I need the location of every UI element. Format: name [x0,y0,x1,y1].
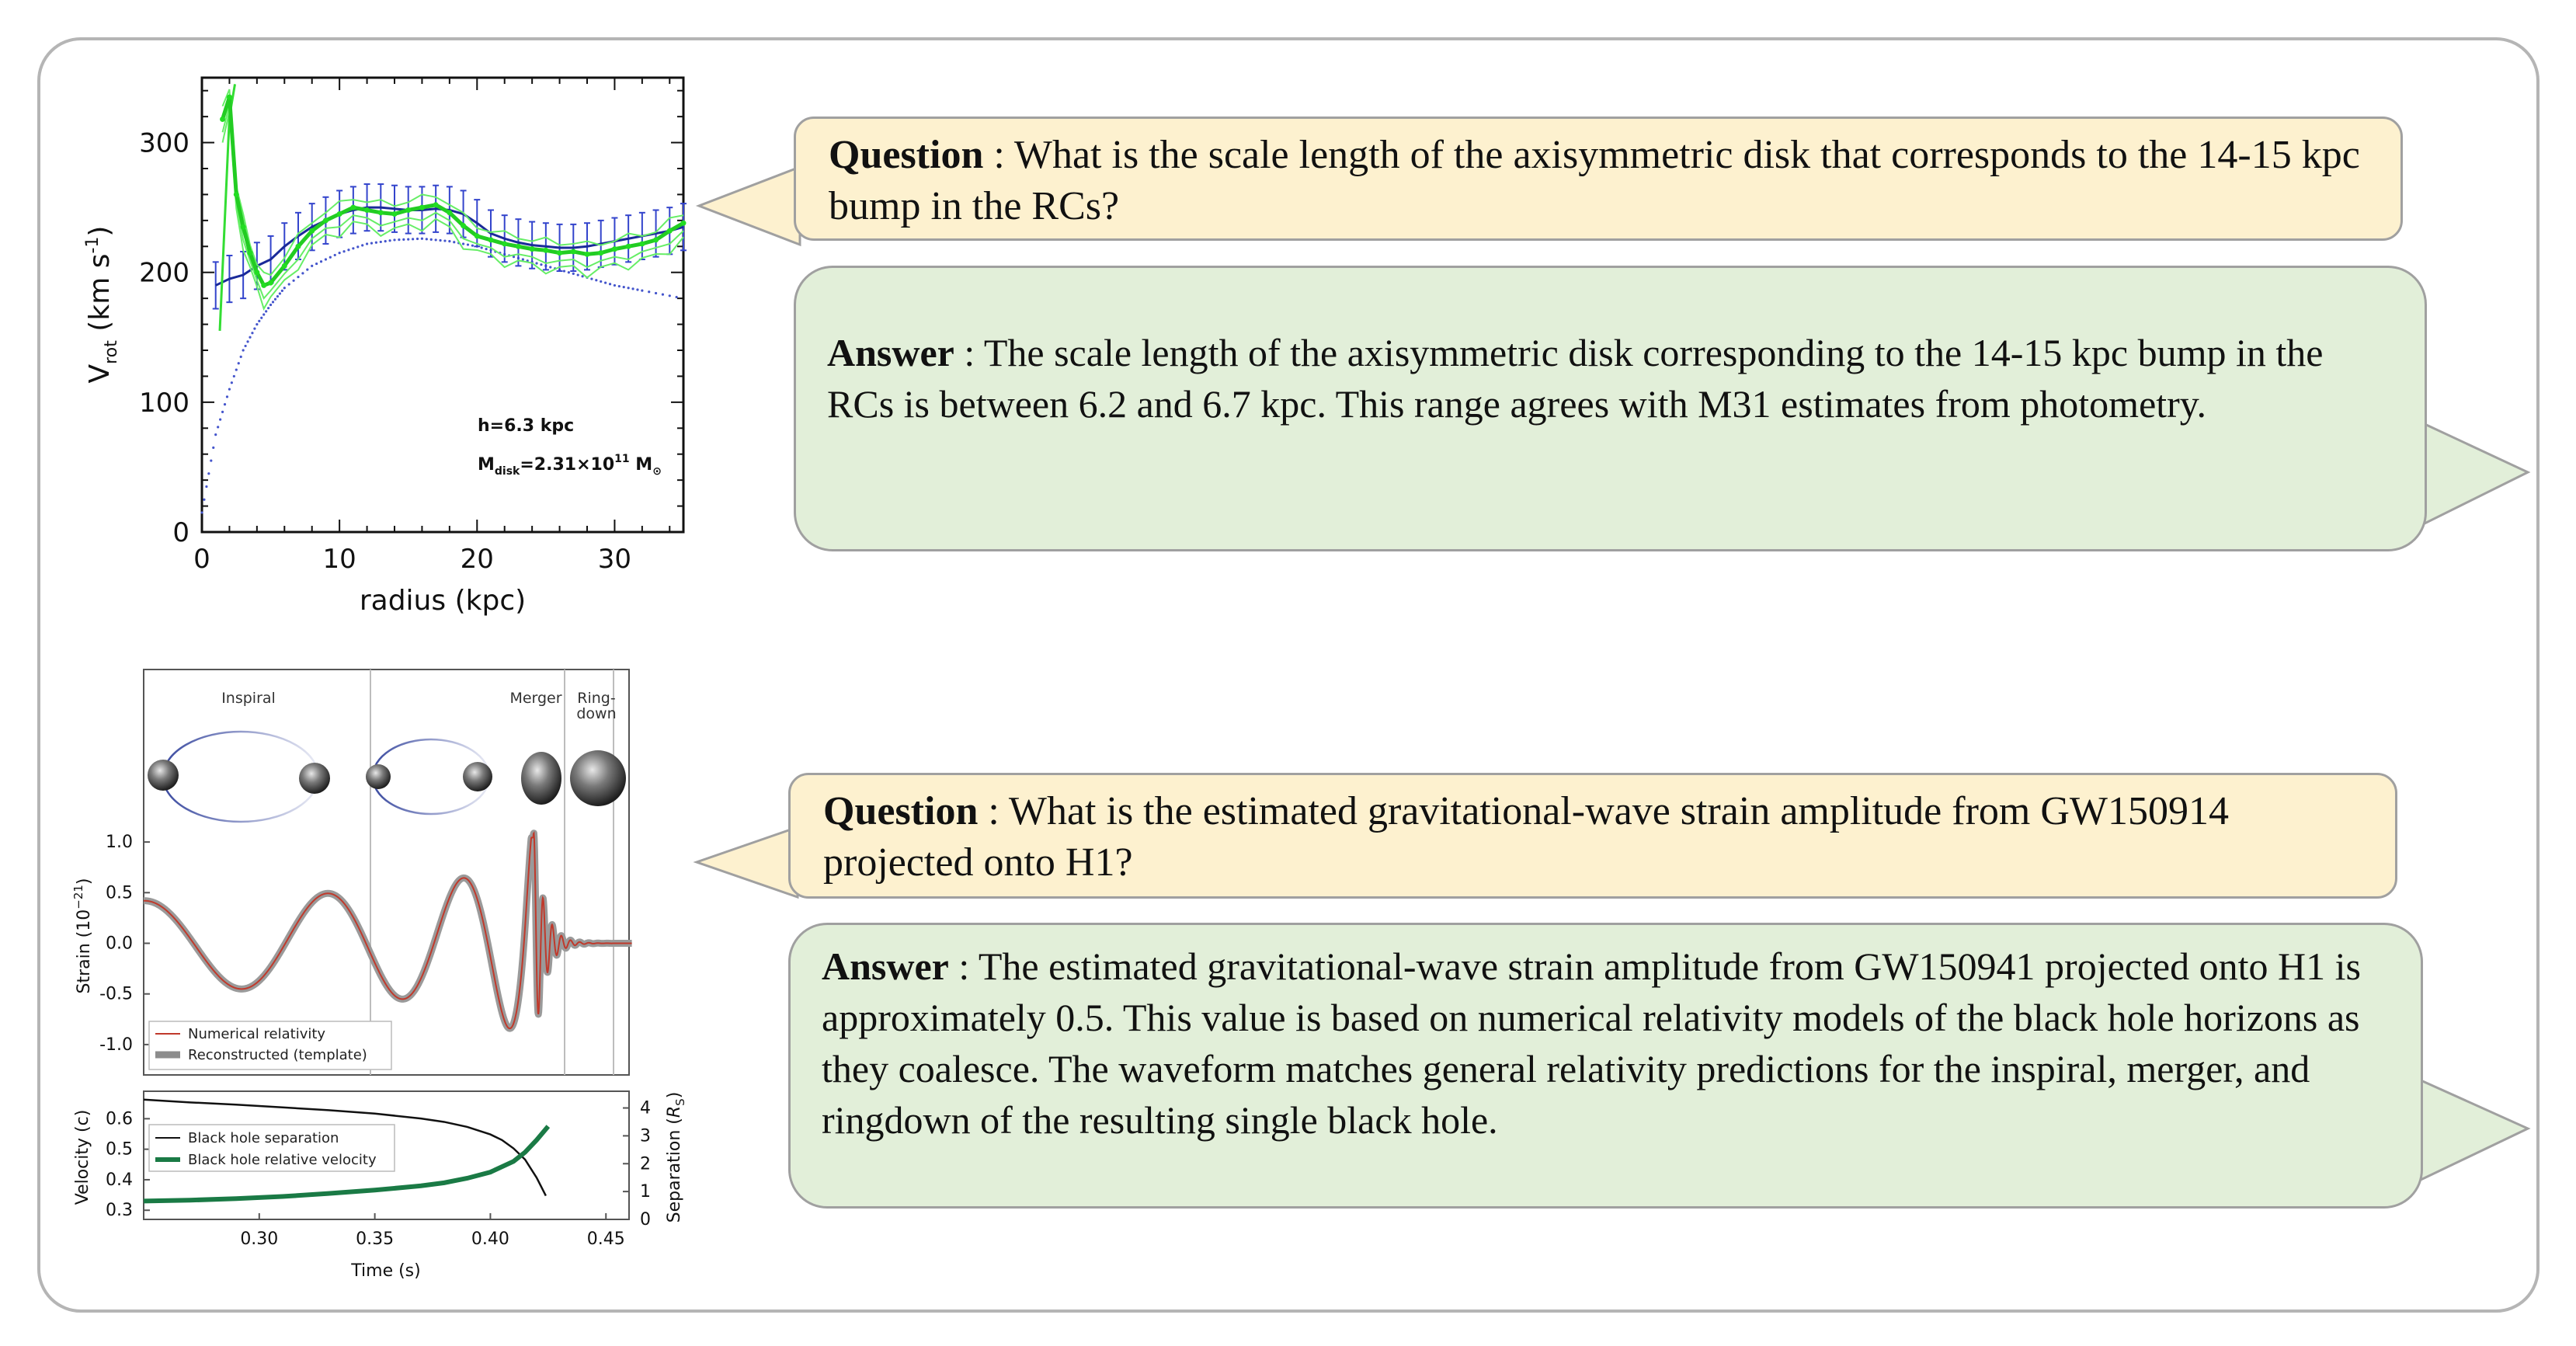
gw-label-ringdown: Ring-down [576,690,617,722]
question-bubble-1 [794,117,2403,241]
answer-label: Answer [827,331,954,374]
gw-label-inspiral: Inspiral [221,690,276,707]
rc-x-axis-label: radius (kpc) [359,585,527,617]
rc-x-tick-label: 10 [322,544,356,575]
gw-legend-template: Reconstructed (template) [188,1047,367,1063]
vs-x-tick-label: 0.45 [586,1229,625,1249]
vs-y-right-tick-label: 1 [640,1182,651,1202]
question-bubble-2 [788,773,2397,899]
answer-bubble-1 [794,266,2427,551]
answer-1-tail [2419,419,2532,528]
vs-legend-velocity: Black hole relative velocity [188,1152,377,1168]
rc-x-tick-label: 20 [460,544,494,575]
velocity-separation-chart [0,0,699,1346]
question-label: Question [823,789,979,833]
rc-x-tick-label: 30 [597,544,632,575]
gw-y-tick-label: 0.0 [106,934,133,954]
vs-y-left-tick-label: 0.5 [106,1139,133,1160]
answer-text: : The estimated gravitational-wave strain amplitude from GW150941 projected onto H1 is approximately 0.5. This value is based on numerical relativity models of the black hole horizons as they coalesce. The waveform matches general relativity predictions for the inspiral, merger, and ringdown of the resulting single black hole. [822,944,2361,1142]
gw-y-axis-label: Strain $(10^{-21})$ [71,878,94,994]
gw-label-merger: Merger [509,690,562,707]
answer-bubble-2 [788,923,2423,1209]
vs-y-right-tick-label: 3 [640,1126,651,1146]
question-label: Question [829,133,984,177]
gw-y-tick-label: -0.5 [99,984,133,1004]
rc-y-tick-label: 300 [139,127,189,159]
gw-y-tick-label: -1.0 [99,1035,133,1055]
rc-y-tick-label: 100 [139,387,189,419]
vs-legend-separation: Black hole separation [188,1130,339,1146]
vs-y-axis-label-right: Separation $(R_S)$ [665,1091,687,1223]
vs-x-tick-label: 0.30 [240,1229,279,1249]
answer-2-tail [2415,1076,2532,1184]
vs-y-axis-label-left: Velocity (c) [73,1109,92,1205]
rc-annotation-h: h=6.3 kpc [478,416,575,436]
rc-y-tick-label: 0 [172,517,189,548]
question-text: : What is the scale length of the axisymmetric disk that corresponds to the 14-15 kpc bump in the RCs? [829,133,2360,228]
rc-y-tick-label: 200 [139,257,189,289]
vs-y-left-tick-label: 0.3 [106,1201,133,1221]
question-2-tail [693,823,801,901]
vs-y-right-tick-label: 4 [640,1098,651,1118]
gw-y-tick-label: 1.0 [106,833,133,853]
answer-label: Answer [822,944,949,988]
gw-y-tick-label: 0.5 [106,883,133,903]
rc-annotation-mdisk: $M_{disk}=2.31\times 10^{11}$ $M_⊙$ [478,453,662,478]
vs-x-tick-label: 0.35 [356,1229,395,1249]
vs-y-right-tick-label: 2 [640,1154,651,1174]
question-1-tail [695,163,804,249]
rc-x-tick-label: 0 [193,544,210,575]
vs-x-axis-label: Time (s) [351,1261,421,1281]
gw-legend-nr: Numerical relativity [188,1026,326,1042]
vs-y-left-tick-label: 0.6 [106,1109,133,1129]
vs-x-tick-label: 0.40 [471,1229,509,1249]
vs-y-right-tick-label: 0 [640,1210,651,1229]
question-text: : What is the estimated gravitational-wave strain amplitude from GW150914 projected onto H1? [823,789,2229,885]
rc-y-axis-label: $V_{rot}$ (km $s^{-1}$) [83,225,121,384]
answer-text: : The scale length of the axisymmetric disk corresponding to the 14-15 kpc bump in the RCs is between 6.2 and 6.7 kpc. This range agrees with M31 estimates from photometry. [827,331,2324,426]
vs-y-left-tick-label: 0.4 [106,1170,133,1190]
